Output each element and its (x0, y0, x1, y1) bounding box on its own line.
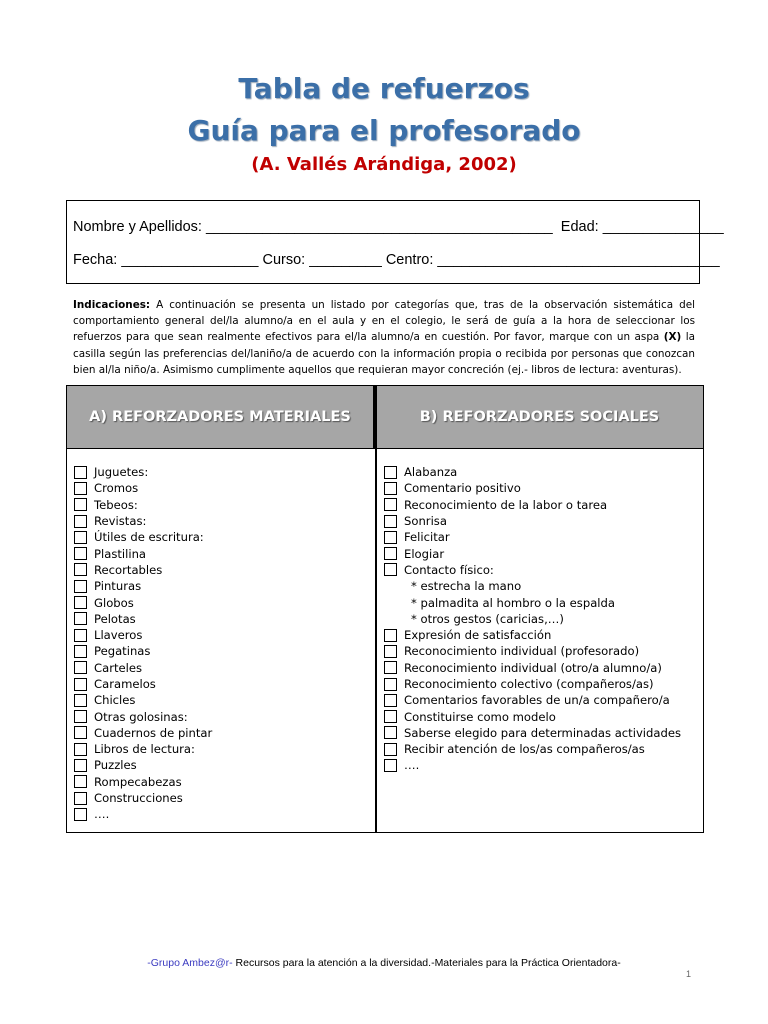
sociales-item-label: Saberse elegido para determinadas actividades (404, 725, 682, 740)
checkbox[interactable] (384, 743, 397, 756)
materiales-item (74, 513, 212, 529)
sociales-item (384, 594, 681, 610)
checkbox[interactable] (74, 531, 87, 544)
sociales-item-label: Recibir atención de los/as compañeros/as (404, 742, 645, 757)
checkbox[interactable] (74, 563, 87, 576)
sociales-item (384, 627, 681, 643)
checkbox[interactable] (384, 498, 397, 511)
checkbox[interactable] (384, 515, 397, 528)
sociales-item-label: Alabanza (404, 465, 458, 480)
sociales-item (384, 497, 681, 513)
checkbox[interactable] (74, 580, 87, 593)
checkbox[interactable] (74, 678, 87, 691)
materiales-item (74, 562, 212, 578)
sociales-item-label: * estrecha la mano (411, 579, 522, 594)
sociales-item (384, 529, 681, 545)
materiales-item-label: …. (94, 807, 110, 822)
sociales-item (384, 480, 681, 496)
checkbox[interactable] (74, 694, 87, 707)
checkbox[interactable] (384, 531, 397, 544)
sociales-item-label: Reconocimiento individual (profesorado) (404, 644, 640, 659)
sociales-item (384, 692, 681, 708)
sociales-item-label: Comentarios favorables de un/a compañero/a (404, 693, 670, 708)
materiales-item (74, 692, 212, 708)
sociales-list (384, 464, 681, 774)
materiales-item (74, 806, 212, 822)
sociales-item-label: Comentario positivo (404, 481, 521, 496)
checkbox[interactable] (384, 726, 397, 739)
checkbox[interactable] (384, 629, 397, 642)
materiales-item-label: Otras golosinas: (94, 709, 188, 724)
materiales-item-label: Libros de lectura: (94, 742, 195, 757)
instructions-text-a: A continuación se presenta un listado por categorías que, tras de la observación sistemática del comportamiento general del/la alumno/a en el aula y en el colegio, le será de guía a la hora de seleccionar los refuerzos para que sean realmente efectivos para el/la alumno/a en cuestión. Por favor, marque con un aspa (73, 299, 695, 344)
sociales-item (384, 464, 681, 480)
sociales-item-label: Constituirse como modelo (404, 709, 556, 724)
materiales-item (74, 660, 212, 676)
page-number: 1 (686, 969, 692, 979)
checkbox[interactable] (384, 694, 397, 707)
checkbox[interactable] (384, 710, 397, 723)
sociales-item (384, 578, 681, 594)
checkbox[interactable] (74, 792, 87, 805)
checkbox[interactable] (74, 466, 87, 479)
checkbox[interactable] (74, 661, 87, 674)
instructions-label: Indicaciones: (73, 299, 151, 311)
materiales-item-label: Plastilina (94, 546, 147, 561)
column-header-materiales: A) REFORZADORES MATERIALES (67, 386, 375, 448)
sociales-item (384, 611, 681, 627)
checkbox[interactable] (74, 547, 87, 560)
sociales-item-label: Expresión de satisfacción (404, 628, 552, 643)
sociales-item (384, 757, 681, 773)
header-divider (67, 448, 703, 449)
checkbox[interactable] (74, 775, 87, 788)
materiales-item-label: Útiles de escritura: (94, 530, 204, 545)
checkbox[interactable] (384, 645, 397, 658)
sociales-item-label: Contacto físico: (404, 562, 494, 577)
materiales-item (74, 529, 212, 545)
materiales-item (74, 643, 212, 659)
materiales-item (74, 594, 212, 610)
sociales-item-label: Reconocimiento de la labor o tarea (404, 497, 608, 512)
sociales-item-label: …. (404, 758, 420, 773)
sociales-item-label: Felicitar (404, 530, 450, 545)
materiales-item-label: Rompecabezas (94, 774, 182, 789)
checkbox[interactable] (384, 661, 397, 674)
materiales-item-label: Chicles (94, 693, 136, 708)
checkbox[interactable] (74, 612, 87, 625)
materiales-item (74, 480, 212, 496)
sociales-item (384, 660, 681, 676)
checkbox[interactable] (384, 466, 397, 479)
footer (0, 957, 768, 969)
materiales-item (74, 725, 212, 741)
materiales-list (74, 464, 212, 823)
sociales-item (384, 562, 681, 578)
footer-group: -Grupo Ambez@r- (147, 957, 233, 969)
sociales-item-label: Reconocimiento colectivo (compañeros/as) (404, 677, 654, 691)
page-subtitle: Guía para el profesorado (187, 114, 581, 147)
checkbox[interactable] (384, 759, 397, 772)
sociales-item-label: Sonrisa (404, 514, 447, 529)
materiales-item-label: Caramelos (94, 677, 156, 691)
author-citation: (A. Vallés Arándiga, 2002) (251, 154, 517, 175)
checkbox[interactable] (74, 629, 87, 642)
checkbox[interactable] (74, 743, 87, 756)
sociales-item (384, 741, 681, 757)
materiales-item-label: Cromos (94, 481, 139, 496)
materiales-item (74, 676, 212, 692)
footer-text: Recursos para la atención a la diversidad.-Materiales para la Práctica Orientadora- (232, 957, 621, 969)
materiales-item-label: Carteles (94, 660, 143, 675)
checkbox[interactable] (74, 710, 87, 723)
materiales-item (74, 757, 212, 773)
sociales-item (384, 725, 681, 741)
student-info-box (66, 200, 724, 284)
materiales-item-label: Globos (94, 595, 134, 610)
checkbox[interactable] (384, 547, 397, 560)
checkbox[interactable] (74, 645, 87, 658)
materiales-item (74, 611, 212, 627)
reinforcers-table (66, 385, 704, 833)
checkbox[interactable] (74, 726, 87, 739)
materiales-item-label: Juguetes: (94, 465, 149, 480)
materiales-item-label: Tebeos: (94, 497, 138, 512)
materiales-item-label: Construcciones (94, 791, 183, 806)
page-title: Tabla de refuerzos (238, 72, 530, 105)
sociales-item-label: * palmadita al hombro o la espalda (411, 595, 615, 610)
materiales-item (74, 708, 212, 724)
date-course-center-field[interactable]: Fecha: _________________ Curso: _________ Centro: ___________________________________ (73, 252, 720, 268)
materiales-item-label: Pelotas (94, 611, 136, 626)
column-header-sociales: B) REFORZADORES SOCIALES (376, 386, 703, 448)
materiales-item (74, 464, 212, 480)
materiales-item-label: Cuadernos de pintar (94, 725, 213, 740)
checkbox[interactable] (384, 678, 397, 691)
column-divider (375, 386, 377, 832)
sociales-item (384, 643, 681, 659)
sociales-item-label: * otros gestos (caricias,…) (411, 611, 564, 626)
instructions-paragraph (73, 297, 695, 378)
materiales-item-label: Revistas: (94, 514, 147, 529)
name-age-field[interactable]: Nombre y Apellidos: ___________________________________________ Edad: _______________ (73, 219, 724, 235)
instructions-mark: (X) (663, 331, 682, 344)
materiales-item-label: Recortables (94, 562, 163, 577)
materiales-item (74, 790, 212, 806)
sociales-item (384, 708, 681, 724)
checkbox[interactable] (74, 596, 87, 609)
checkbox[interactable] (74, 759, 87, 772)
instructions-text-b: la casilla según las preferencias del/laniño/a de acuerdo con la información propia o recibida por personas que conozcan bien al/la niño/a. Asimismo cumplimente aquellos que requieran mayor concreción (ej.- libros de lectura: aventuras). (73, 331, 696, 376)
checkbox[interactable] (74, 808, 87, 821)
sociales-item-label: Elogiar (404, 546, 445, 561)
sociales-item (384, 545, 681, 561)
materiales-item-label: Llaveros (94, 628, 143, 643)
sociales-item-label: Reconocimiento individual (otro/a alumno/a) (404, 660, 662, 675)
materiales-item-label: Pinturas (94, 579, 142, 594)
checkbox[interactable] (74, 515, 87, 528)
checkbox[interactable] (384, 482, 397, 495)
materiales-item (74, 741, 212, 757)
materiales-item (74, 497, 212, 513)
materiales-item (74, 627, 212, 643)
materiales-item-label: Pegatinas (94, 644, 151, 659)
materiales-item-label: Puzzles (94, 758, 137, 773)
checkbox[interactable] (74, 498, 87, 511)
materiales-item (74, 578, 212, 594)
materiales-item (74, 545, 212, 561)
checkbox[interactable] (74, 482, 87, 495)
checkbox[interactable] (384, 563, 397, 576)
sociales-item (384, 676, 681, 692)
materiales-item (74, 774, 212, 790)
sociales-item (384, 513, 681, 529)
